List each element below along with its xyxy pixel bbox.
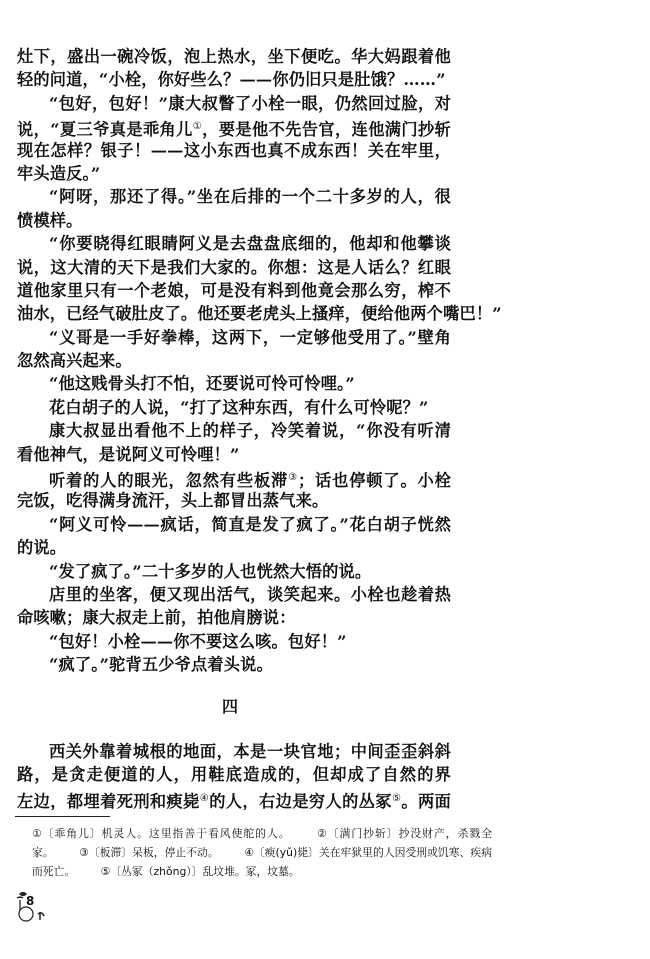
text-line: 完饭，吃得满身流汗，头上都冒出蒸气来。: [17, 491, 329, 511]
footnote-1: ①〔乖角儿〕机灵人。这里指善于看风使舵的人。: [32, 827, 291, 840]
text-line: 花白胡子的人说，“打了这种东西，有什么可怜呢？”: [49, 397, 429, 417]
text-line: 命咳嗽；康大叔走上前，拍他肩膀说：: [17, 608, 296, 628]
text-line: “阿义可怜——疯话，简直是发了疯了。”花白胡子恍然: [49, 514, 451, 534]
page-number: 8: [26, 894, 35, 908]
text-line: 现在怎样？银子！——这小东西也真不成东西！关在牢里，: [17, 140, 451, 160]
text-line: 灶下，盛出一碗冷饭，泡上热水，坐下便吃。华大妈跟着他: [17, 47, 451, 66]
text-line: 油水，已经气破肚皮了。他还要老虎头上搔痒，便给他两个嘴巴！”: [17, 304, 502, 324]
text-line: “他这贱骨头打不怕，还要说可怜可怜哩。”: [49, 374, 355, 394]
text-line: 左边，都埋着死刑和瘐毙④的人，右边是穷人的丛冢⑤。两面: [17, 791, 451, 811]
text-line: “包好，包好！”康大叔瞥了小栓一眼，仍然回过脸，对: [49, 93, 451, 113]
footnote-divider: [15, 816, 110, 817]
text-line: 的说。: [17, 538, 67, 558]
footnote-3: ③〔板滞〕呆板，停止不动。: [79, 846, 219, 859]
text-line: 说，“夏三爷真是乖角儿①，要是他不先告官，连他满门抄斩: [17, 120, 451, 139]
text-line: “疯了。”驼背五少爷点着头说。: [49, 655, 273, 675]
footnote-2: ②〔满门抄斩〕抄没财产，杀戮全家。: [32, 827, 492, 859]
footnote-ref: ⑤: [391, 792, 402, 804]
main-text: [17, 45, 502, 677]
text-line: 牢头造反。”: [17, 163, 101, 183]
text-line: 路，是贪走便道的人，用鞋底造成的，但却成了自然的界: [17, 765, 451, 785]
footnote-4: ④〔瘐(yǔ)毙〕关在牢狱里的人因受刑或饥寒、疾病而死亡。: [32, 846, 493, 878]
text-line: “阿呀，那还了得。”坐在后排的一个二十多岁的人，很: [49, 187, 451, 207]
footnote-5: ⑤〔丛冢（zhǒng）〕乱坟堆。冢，坟墓。: [100, 865, 300, 878]
footnote-ref: ③: [288, 472, 298, 484]
page-number-ornament: [14, 890, 50, 922]
text-line: 忽然高兴起来。: [17, 351, 132, 371]
text-line: “义哥是一手好拳棒，这两下，一定够他受用了。”壁角: [49, 327, 451, 347]
text-line: 康大叔显出看他不上的样子，冷笑着说，“你没有听清: [49, 421, 451, 441]
text-line: 道他家里只有一个老娘，可是没有料到他竟会那么穷，榨不: [17, 280, 451, 300]
text-line: 听着的人的眼光，忽然有些板滞③；话也停顿了。小栓: [49, 471, 451, 490]
footnote-ref: ①: [192, 121, 203, 133]
text-line: 看他神气，是说阿义可怜哩！”: [17, 444, 240, 464]
text-line: 说，这大清的天下是我们大家的。你想：这是人话么？红眼: [17, 257, 451, 277]
text-line: 西关外靠着城根的地面，本是一块官地；中间歪歪斜斜: [49, 742, 451, 761]
section-heading: 四: [222, 697, 239, 716]
text-line: 愤模样。: [17, 210, 83, 230]
text-line: “你要晓得红眼睛阿义是去盘盘底细的，他却和他攀谈: [49, 234, 451, 254]
footnote-ref: ④: [199, 792, 210, 804]
text-line: 轻的问道，“小栓，你好些么？——你仍旧只是肚饿？……”: [17, 70, 446, 90]
text-line: 店里的坐客，便又现出活气，谈笑起来。小栓也趁着热: [49, 584, 451, 604]
text-line: “包好！小栓——你不要这么咳。包好！”: [49, 631, 347, 651]
footnotes: [32, 824, 492, 881]
section-four-text: [17, 740, 451, 810]
text-line: “发了疯了。”二十多岁的人也恍然大悟的说。: [49, 561, 372, 581]
